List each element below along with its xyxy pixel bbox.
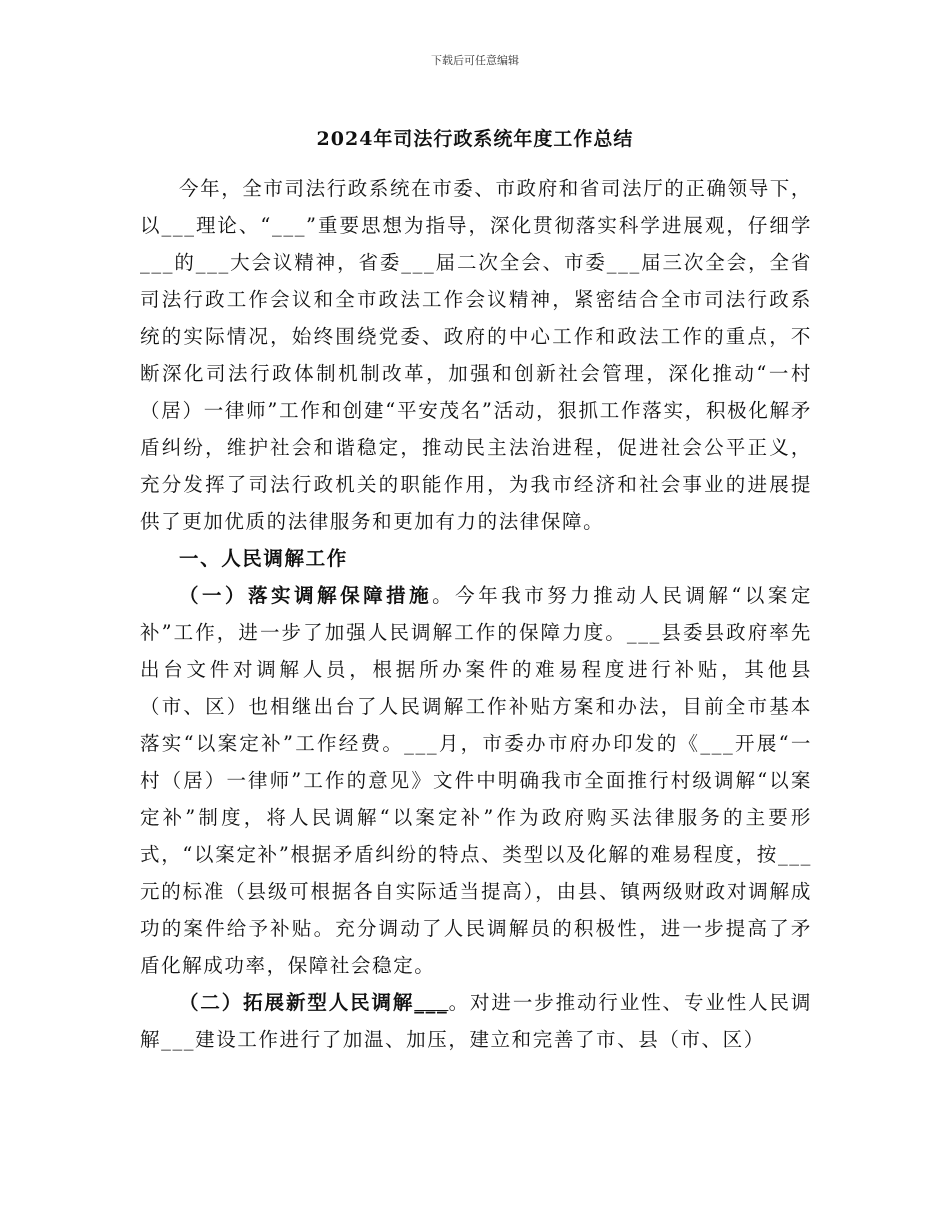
document-body [140, 170, 812, 1058]
item1-paragraph [140, 577, 812, 984]
item2-text: 。对进一步推动行业性、专业性人民调解___建设工作进行了加温、加压，建立和完善了市、县（市、区） [140, 991, 812, 1051]
document-title: 2024年司法行政系统年度工作总结 [316, 128, 634, 150]
section-heading: 一、人民调解工作 [179, 547, 348, 570]
intro-paragraph: 今年，全市司法行政系统在市委、市政府和省司法厅的正确领导下，以___理论、“___”重要思想为指导，深化贯彻落实科学进展观，仔细学___的___大会议精神，省委___届二次全会、市委___届三次全会，全省司法行政工作会议和全市政法工作会议精神，紧密结合全市司法行政系统的实际情况，始终围绕党委、政府的中心工作和政法工作的重点，不断深化司法行政体制机制改革，加强和创新社会管理，深化推动“一村（居）一律师”工作和创建“平安茂名”活动，狠抓工作落实，积极化解矛盾纠纷，维护社会和谐稳定，推动民主法治进程，促进社会公平正义，充分发挥了司法行政机关的职能作用，为我市经济和社会事业的进展提供了更加优质的法律服务和更加有力的法律保障。 [140, 177, 813, 533]
item2-title-tail: ___ [414, 991, 449, 1014]
item1-text: 。今年我市努力推动人民调解“以案定补”工作，进一步了加强人民调解工作的保障力度。___县委县政府率先出台文件对调解人员，根据所办案件的难易程度进行补贴，其他县（市、区）也相继出台了人民调解工作补贴方案和办法，目前全市基本落实“以案定补”工作经费。___月，市委办市府办印发的《___开展“一村（居）一律师”工作的意见》文件中明确我市全面推行村级调解“以案定补”制度，将人民调解“以案定补”作为政府购买法律服务的主要形式，“以案定补”根据矛盾纠纷的特点、类型以及化解的难易程度，按___元的标准（县级可根据各自实际适当提高），由县、镇两级财政对调解成功的案件给予补贴。充分调动了人民调解员的积极性，进一步提高了矛盾化解成功率，保障社会稳定。 [140, 584, 812, 977]
item2-paragraph [140, 984, 812, 1058]
item1-title: （一）落实调解保障措施 [179, 584, 433, 607]
page-header-note: 下载后可任意编辑 [431, 54, 519, 67]
item2-title: （二）拓展新型人民调解 [179, 991, 415, 1014]
